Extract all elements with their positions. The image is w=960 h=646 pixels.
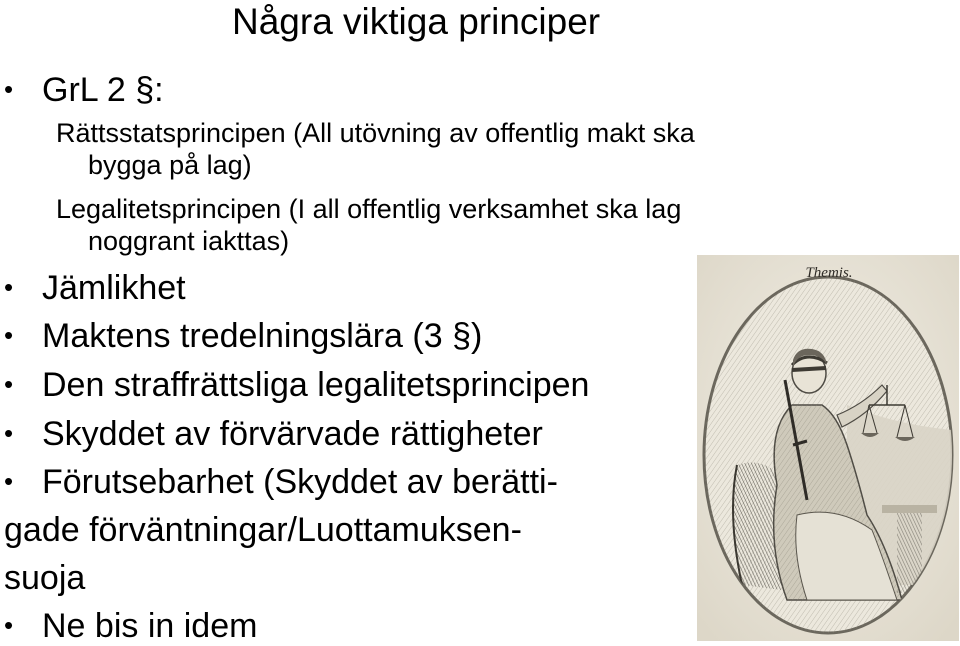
slide-title: Några viktiga principer [232,1,601,42]
bullet-dot: • [4,320,14,350]
bullet-forutse-line1: Förutsebarhet (Skyddet av berätti- [42,463,558,501]
bullet-skyddet: Skyddet av förvärvade rättigheter [42,415,543,453]
themis-caption: Themis. [805,265,853,281]
bullet-straff: Den straffrättsliga legalitetsprincipen [42,366,590,404]
bullet-grl: GrL 2 §: [42,71,164,109]
bullet-dot: • [4,369,14,399]
bullet-dot: • [4,74,14,104]
bullet-forutse-line3: suoja [4,559,86,597]
sub-rattsstat-line2: bygga på lag) [88,150,252,180]
bullet-dot: • [4,418,14,448]
themis-illustration [697,255,959,641]
themis-engraving [697,255,959,641]
sub-rattsstat-line1: Rättsstatsprincipen (All utövning av offentlig makt ska [56,118,695,148]
bullet-ne-bis: Ne bis in idem [42,607,258,645]
bullet-tredelning: Maktens tredelningslära (3 §) [42,317,483,355]
bullet-dot: • [4,272,14,302]
bullet-jamlikhet: Jämlikhet [42,269,186,307]
bullet-forutse-line2: gade förväntningar/Luottamuksen- [4,511,522,549]
bullet-dot: • [4,466,14,496]
sub-legal-line1: Legalitetsprincipen (I all offentlig verksamhet ska lag [56,194,682,224]
bullet-dot: • [4,610,14,640]
sub-legal-line2: noggrant iakttas) [88,226,290,256]
